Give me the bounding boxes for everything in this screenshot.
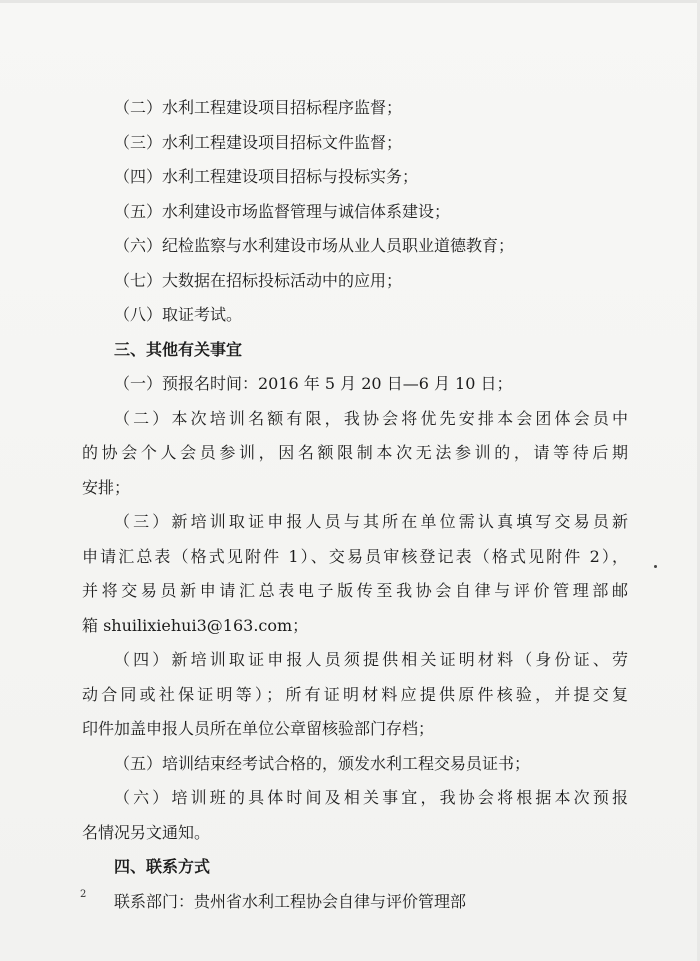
paragraph-application-line-2: 申请汇总表（格式见附件 1）、交易员审核登记表（格式见附件 2），	[82, 546, 628, 566]
page-number: 2	[80, 889, 87, 900]
list-item-2: （二）水利工程建设项目招标程序监督；	[114, 98, 403, 117]
list-item-8: （八）取证考试。	[114, 305, 243, 324]
list-item-7: （七）大数据在招标投标活动中的应用；	[114, 270, 403, 290]
paragraph-quota-line-1: （二）本次培训名额有限，我协会将优先安排本会团体会员中	[114, 408, 628, 428]
paragraph-quota-line-2: 的协会个人会员参训，因名额限制本次无法参训的，请等待后期	[82, 443, 628, 462]
section-heading-contact: 四、联系方式	[114, 857, 211, 876]
paragraph-schedule-line-1: （六）培训班的具体时间及相关事宜，我协会将根据本次预报	[114, 788, 628, 807]
paragraph-documents-line-2: 动合同或社保证明等）；所有证明材料应提供原件核验，并提交复	[82, 684, 628, 704]
scan-edge-top	[0, 0, 700, 3]
paragraph-quota-line-3: 安排；	[82, 477, 131, 497]
paragraph-application-line-1: （三）新培训取证申报人员与其所在单位需认真填写交易员新	[114, 512, 628, 531]
paragraph-schedule-line-2: 名情况另文通知。	[82, 822, 211, 842]
paragraph-registration-time: （一）预报名时间：2016 年 5 月 20 日—6 月 10 日；	[114, 374, 513, 393]
paragraph-contact-department: 联系部门：贵州省水利工程协会自律与评价管理部	[114, 891, 467, 911]
list-item-5: （五）水利建设市场监督管理与诚信体系建设；	[114, 201, 451, 221]
paragraph-documents-line-1: （四）新培训取证申报人员须提供相关证明材料（身份证、劳	[114, 650, 628, 669]
paragraph-certificate: （五）培训结束经考试合格的，颁发水利工程交易员证书；	[114, 753, 531, 773]
list-item-3: （三）水利工程建设项目招标文件监督；	[114, 132, 403, 152]
scan-speck	[654, 565, 657, 568]
list-item-6: （六）纪检监察与水利建设市场从业人员职业道德教育；	[114, 236, 515, 255]
paragraph-application-line-3: 并将交易员新申请汇总表电子版传至我协会自律与评价管理部邮	[82, 581, 628, 600]
section-heading-other-matters: 三、其他有关事宜	[114, 339, 243, 359]
paragraph-documents-line-3: 印件加盖申报人员所在单位公章留核验部门存档；	[82, 719, 435, 738]
paragraph-application-line-4: 箱 shuilixiehui3@163.com；	[82, 615, 309, 635]
document-body	[82, 91, 628, 919]
list-item-4: （四）水利工程建设项目招标与投标实务；	[114, 167, 419, 186]
